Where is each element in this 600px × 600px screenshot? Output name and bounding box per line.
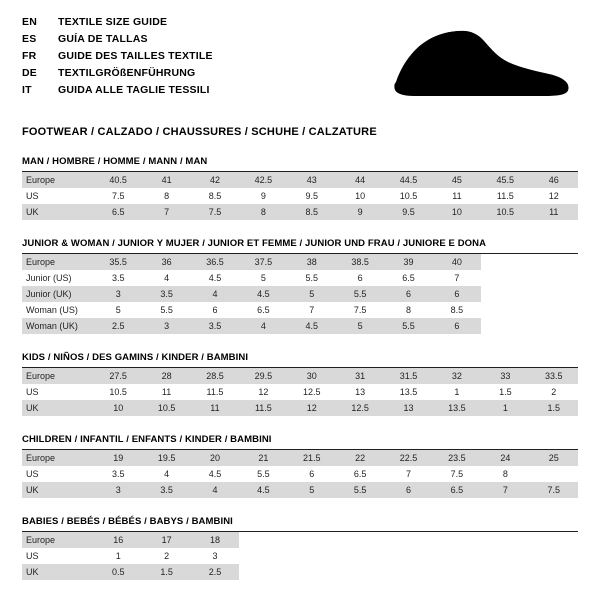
table-cell — [530, 286, 578, 302]
section-title: KIDS / NIÑOS / DES GAMINS / KINDER / BAMBINI — [22, 352, 578, 368]
dress-shoe-icon — [384, 24, 574, 106]
table-cell — [288, 532, 336, 548]
table-cell: 8.5 — [433, 302, 481, 318]
section-title: CHILDREN / INFANTIL / ENFANTS / KINDER / BAMBINI — [22, 434, 578, 450]
table-cell: 1 — [94, 548, 142, 564]
table-row — [22, 400, 578, 416]
table-row — [22, 286, 578, 302]
table-cell: 19.5 — [142, 450, 190, 466]
table-cell — [530, 270, 578, 286]
table-cell: 11 — [530, 204, 578, 220]
table-cell: 4 — [239, 318, 287, 334]
row-label: UK — [22, 204, 94, 220]
table-cell: 29.5 — [239, 368, 287, 384]
table-cell: 25 — [530, 450, 578, 466]
table-cell: 1 — [433, 384, 481, 400]
table-cell: 7.5 — [191, 204, 239, 220]
table-cell: 7.5 — [94, 188, 142, 204]
table-cell: 36 — [142, 254, 190, 270]
table-cell: 13.5 — [433, 400, 481, 416]
table-cell: 0.5 — [94, 564, 142, 580]
table-cell: 12 — [288, 400, 336, 416]
table-cell: 5 — [94, 302, 142, 318]
size-table — [22, 450, 578, 498]
row-label: US — [22, 188, 94, 204]
table-cell: 6.5 — [433, 482, 481, 498]
table-cell: 9.5 — [288, 188, 336, 204]
table-cell: 8 — [142, 188, 190, 204]
table-cell — [384, 564, 432, 580]
table-cell: 9 — [336, 204, 384, 220]
table-cell: 1.5 — [530, 400, 578, 416]
table-cell: 16 — [94, 532, 142, 548]
table-cell: 5.5 — [336, 286, 384, 302]
size-section — [22, 238, 578, 334]
table-cell: 11 — [433, 188, 481, 204]
language-title: GUIDE DES TAILLES TEXTILE — [58, 50, 213, 62]
table-row — [22, 270, 578, 286]
table-cell: 4 — [142, 270, 190, 286]
table-cell: 12.5 — [288, 384, 336, 400]
table-cell: 27.5 — [94, 368, 142, 384]
table-row — [22, 172, 578, 188]
table-cell — [288, 548, 336, 564]
table-cell: 41 — [142, 172, 190, 188]
table-cell — [481, 286, 529, 302]
size-section — [22, 352, 578, 416]
size-section — [22, 516, 578, 580]
table-row — [22, 302, 578, 318]
table-cell: 4 — [191, 482, 239, 498]
table-cell: 10 — [94, 400, 142, 416]
table-cell: 5.5 — [142, 302, 190, 318]
section-title: JUNIOR & WOMAN / JUNIOR Y MUJER / JUNIOR ET FEMME / JUNIOR UND FRAU / JUNIORE E DONA — [22, 238, 578, 254]
table-cell: 43 — [288, 172, 336, 188]
table-cell: 6.5 — [239, 302, 287, 318]
table-cell: 4.5 — [239, 482, 287, 498]
table-cell: 9.5 — [384, 204, 432, 220]
table-cell: 12 — [530, 188, 578, 204]
table-cell: 8 — [481, 466, 529, 482]
document-header — [22, 14, 578, 114]
size-table — [22, 368, 578, 416]
table-cell: 6 — [384, 286, 432, 302]
row-label: US — [22, 548, 94, 564]
table-cell: 4 — [142, 466, 190, 482]
table-cell — [384, 548, 432, 564]
table-cell: 21.5 — [288, 450, 336, 466]
table-cell: 11 — [191, 400, 239, 416]
table-row — [22, 384, 578, 400]
table-cell: 11.5 — [239, 400, 287, 416]
table-cell: 6 — [336, 270, 384, 286]
table-cell: 38 — [288, 254, 336, 270]
table-cell: 11 — [142, 384, 190, 400]
table-cell: 28 — [142, 368, 190, 384]
table-cell: 10.5 — [481, 204, 529, 220]
table-cell — [433, 564, 481, 580]
table-row — [22, 450, 578, 466]
table-cell — [530, 302, 578, 318]
table-row — [22, 318, 578, 334]
table-cell — [239, 548, 287, 564]
table-cell: 5 — [288, 482, 336, 498]
table-cell: 10.5 — [94, 384, 142, 400]
table-cell: 8.5 — [288, 204, 336, 220]
table-cell: 33 — [481, 368, 529, 384]
table-cell: 3.5 — [94, 466, 142, 482]
row-label: Woman (US) — [22, 302, 94, 318]
table-cell: 33.5 — [530, 368, 578, 384]
table-cell — [384, 532, 432, 548]
table-row — [22, 204, 578, 220]
table-cell — [481, 270, 529, 286]
table-cell: 42 — [191, 172, 239, 188]
table-cell — [530, 564, 578, 580]
table-cell: 45 — [433, 172, 481, 188]
table-cell: 6.5 — [384, 270, 432, 286]
table-cell: 7.5 — [336, 302, 384, 318]
table-cell: 10.5 — [142, 400, 190, 416]
table-cell: 4.5 — [191, 270, 239, 286]
table-cell: 40.5 — [94, 172, 142, 188]
table-cell: 31 — [336, 368, 384, 384]
size-section — [22, 434, 578, 498]
row-label: US — [22, 384, 94, 400]
table-cell — [481, 318, 529, 334]
table-cell: 3.5 — [191, 318, 239, 334]
row-label: Woman (UK) — [22, 318, 94, 334]
table-cell: 32 — [433, 368, 481, 384]
table-cell: 13.5 — [384, 384, 432, 400]
section-title: BABIES / BEBÉS / BÉBÉS / BABYS / BAMBINI — [22, 516, 578, 532]
table-cell: 6 — [191, 302, 239, 318]
table-cell: 7 — [481, 482, 529, 498]
table-row — [22, 188, 578, 204]
language-title: GUÍA DE TALLAS — [58, 33, 148, 45]
table-cell: 6.5 — [336, 466, 384, 482]
table-cell: 18 — [191, 532, 239, 548]
table-cell: 8 — [239, 204, 287, 220]
row-label: Europe — [22, 368, 94, 384]
language-code: ES — [22, 33, 37, 45]
table-cell: 4 — [191, 286, 239, 302]
row-label: UK — [22, 482, 94, 498]
table-cell: 5.5 — [336, 482, 384, 498]
table-cell: 38.5 — [336, 254, 384, 270]
row-label: Europe — [22, 450, 94, 466]
table-cell: 20 — [191, 450, 239, 466]
table-cell — [481, 254, 529, 270]
table-cell: 44 — [336, 172, 384, 188]
table-cell: 5.5 — [239, 466, 287, 482]
table-cell: 6 — [433, 318, 481, 334]
language-code: IT — [22, 84, 32, 96]
table-cell: 3.5 — [94, 270, 142, 286]
table-cell — [336, 532, 384, 548]
table-cell: 1.5 — [481, 384, 529, 400]
table-cell — [530, 254, 578, 270]
table-cell: 13 — [336, 384, 384, 400]
table-cell: 10 — [336, 188, 384, 204]
table-cell: 1 — [481, 400, 529, 416]
table-cell: 45.5 — [481, 172, 529, 188]
table-cell: 7 — [433, 270, 481, 286]
table-cell: 5 — [239, 270, 287, 286]
row-label: Junior (US) — [22, 270, 94, 286]
table-cell: 12.5 — [336, 400, 384, 416]
table-cell: 36.5 — [191, 254, 239, 270]
language-title: GUIDA ALLE TAGLIE TESSILI — [58, 84, 210, 96]
table-cell: 35.5 — [94, 254, 142, 270]
table-cell: 4.5 — [288, 318, 336, 334]
table-cell: 10 — [433, 204, 481, 220]
table-cell: 8.5 — [191, 188, 239, 204]
table-row — [22, 548, 578, 564]
table-cell — [481, 532, 529, 548]
table-cell: 3 — [142, 318, 190, 334]
table-cell: 6 — [288, 466, 336, 482]
table-cell: 6 — [433, 286, 481, 302]
table-cell: 2.5 — [191, 564, 239, 580]
table-cell: 42.5 — [239, 172, 287, 188]
size-table — [22, 172, 578, 220]
table-cell: 12 — [239, 384, 287, 400]
table-row — [22, 482, 578, 498]
table-cell: 19 — [94, 450, 142, 466]
table-cell — [530, 532, 578, 548]
language-code: DE — [22, 67, 37, 79]
table-cell: 5.5 — [288, 270, 336, 286]
row-label: Junior (UK) — [22, 286, 94, 302]
language-code: FR — [22, 50, 37, 62]
table-cell — [239, 532, 287, 548]
table-cell: 31.5 — [384, 368, 432, 384]
table-cell: 39 — [384, 254, 432, 270]
table-cell: 5 — [336, 318, 384, 334]
table-cell: 5.5 — [384, 318, 432, 334]
size-table — [22, 532, 578, 580]
table-cell: 37.5 — [239, 254, 287, 270]
table-row — [22, 532, 578, 548]
table-cell: 30 — [288, 368, 336, 384]
table-cell: 22.5 — [384, 450, 432, 466]
table-cell: 8 — [384, 302, 432, 318]
size-section — [22, 156, 578, 220]
table-cell: 28.5 — [191, 368, 239, 384]
category-title: FOOTWEAR / CALZADO / CHAUSSURES / SCHUHE / CALZATURE — [22, 126, 377, 138]
table-cell: 2.5 — [94, 318, 142, 334]
table-cell: 3 — [94, 286, 142, 302]
table-row — [22, 368, 578, 384]
table-cell: 11.5 — [191, 384, 239, 400]
table-cell — [288, 564, 336, 580]
table-cell: 40 — [433, 254, 481, 270]
table-cell — [433, 548, 481, 564]
table-cell: 11.5 — [481, 188, 529, 204]
table-cell: 7 — [142, 204, 190, 220]
section-title: MAN / HOMBRE / HOMME / MANN / MAN — [22, 156, 578, 172]
row-label: Europe — [22, 172, 94, 188]
table-cell: 4.5 — [191, 466, 239, 482]
table-cell — [481, 302, 529, 318]
table-cell — [530, 548, 578, 564]
table-cell: 22 — [336, 450, 384, 466]
table-cell: 3.5 — [142, 286, 190, 302]
row-label: Europe — [22, 254, 94, 270]
table-cell: 9 — [239, 188, 287, 204]
row-label: Europe — [22, 532, 94, 548]
table-cell: 4.5 — [239, 286, 287, 302]
table-cell: 2 — [530, 384, 578, 400]
language-title: TEXTILE SIZE GUIDE — [58, 16, 168, 28]
table-cell: 24 — [481, 450, 529, 466]
table-cell: 3 — [94, 482, 142, 498]
table-cell: 21 — [239, 450, 287, 466]
table-row — [22, 466, 578, 482]
table-cell: 5 — [288, 286, 336, 302]
table-cell: 10.5 — [384, 188, 432, 204]
table-cell: 6.5 — [94, 204, 142, 220]
table-cell: 2 — [142, 548, 190, 564]
table-cell: 7 — [288, 302, 336, 318]
sections-container — [22, 156, 578, 580]
table-cell — [530, 318, 578, 334]
table-cell: 23.5 — [433, 450, 481, 466]
table-cell — [481, 564, 529, 580]
row-label: UK — [22, 400, 94, 416]
row-label: US — [22, 466, 94, 482]
table-cell: 44.5 — [384, 172, 432, 188]
table-cell — [336, 564, 384, 580]
table-cell — [336, 548, 384, 564]
table-cell: 7.5 — [433, 466, 481, 482]
table-cell: 7.5 — [530, 482, 578, 498]
table-cell — [433, 532, 481, 548]
table-cell: 3.5 — [142, 482, 190, 498]
table-cell: 7 — [384, 466, 432, 482]
table-cell: 46 — [530, 172, 578, 188]
table-cell: 6 — [384, 482, 432, 498]
table-cell — [530, 466, 578, 482]
table-cell: 17 — [142, 532, 190, 548]
language-code: EN — [22, 16, 37, 28]
table-cell: 13 — [384, 400, 432, 416]
size-table — [22, 254, 578, 334]
language-title: TEXTILGRÖßENFÜHRUNG — [58, 67, 196, 79]
table-cell — [239, 564, 287, 580]
table-cell: 3 — [191, 548, 239, 564]
table-row — [22, 254, 578, 270]
table-row — [22, 564, 578, 580]
table-cell: 1.5 — [142, 564, 190, 580]
row-label: UK — [22, 564, 94, 580]
table-cell — [481, 548, 529, 564]
